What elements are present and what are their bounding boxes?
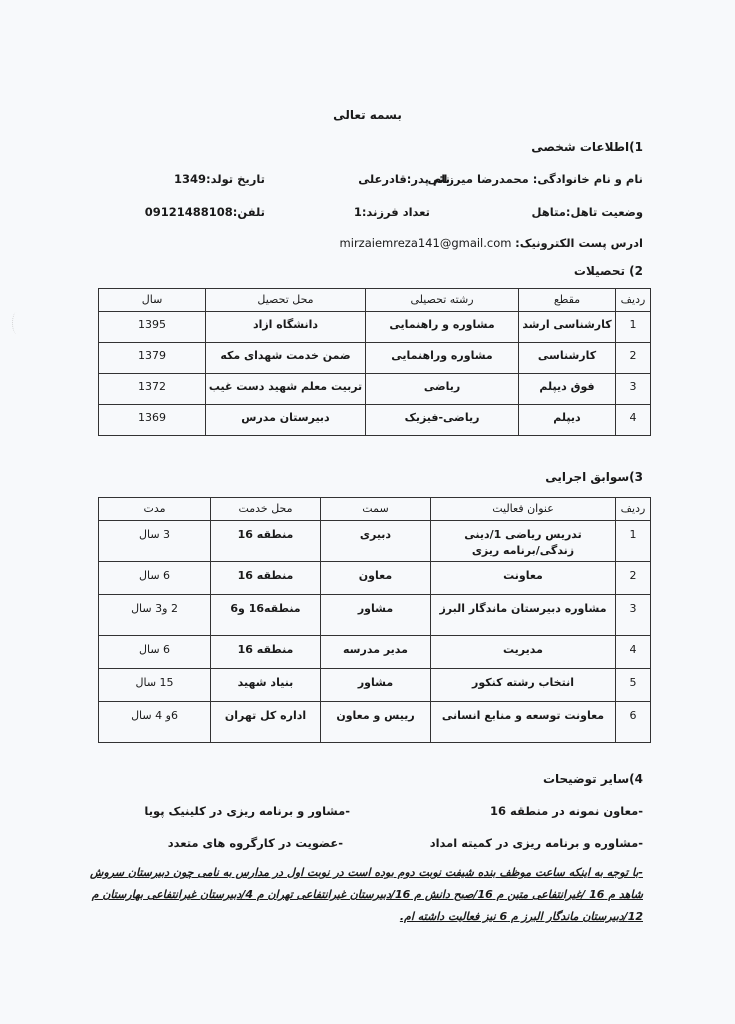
cell-row-number: 4 [616, 636, 651, 669]
cell-activity: مشاوره دبیرستان ماندگار البرز [431, 595, 616, 636]
cell-field: ریاضی [366, 374, 519, 405]
cell-location: منطقه 16 [211, 562, 321, 595]
cell-row-number: 1 [616, 312, 651, 343]
table-row [99, 312, 651, 343]
cell-degree: کارشناسی ارشد [519, 312, 616, 343]
cell-location: بنیاد شهید [211, 669, 321, 702]
col-header-duration: مدت [99, 498, 211, 521]
children-count: تعداد فرزند:1 [353, 205, 430, 219]
col-header-institution: محل تحصیل [206, 289, 366, 312]
table-row [99, 595, 651, 636]
email-label: ادرس پست الکترونیک: [515, 236, 643, 250]
phone: تلفن:09121488108 [144, 205, 265, 219]
cell-position: رییس و معاون [321, 702, 431, 743]
cell-degree: دیپلم [519, 405, 616, 436]
cell-position: مدیر مدرسه [321, 636, 431, 669]
table-header-row [99, 498, 651, 521]
education-table [98, 288, 651, 436]
cell-activity: معاونت [431, 562, 616, 595]
col-header-position: سمت [321, 498, 431, 521]
cell-duration: 6 سال [99, 562, 211, 595]
other-item: -مشاوره و برنامه ریزی در کمیته امداد [429, 836, 643, 850]
col-header-degree: مقطع [519, 289, 616, 312]
cell-position: مشاور [321, 669, 431, 702]
cell-row-number: 1 [616, 521, 651, 562]
other-item: -معاون نمونه در منطقه 16 [489, 804, 643, 818]
cell-position: دبیری [321, 521, 431, 562]
cell-position: معاون [321, 562, 431, 595]
table-row [99, 636, 651, 669]
cell-field: ریاضی-فیزیک [366, 405, 519, 436]
experience-table [98, 497, 651, 743]
cell-activity: معاونت توسعه و منابع انسانی [431, 702, 616, 743]
full-name: نام و نام خانوادگی: محمدرضا میرزائی [427, 172, 643, 186]
table-header-row [99, 289, 651, 312]
table-row [99, 562, 651, 595]
section-education-title: 2) تحصیلات [573, 264, 643, 278]
table-row [99, 374, 651, 405]
col-header-location: محل خدمت [211, 498, 321, 521]
cell-duration: 6 سال [99, 636, 211, 669]
cell-duration: 3 سال [99, 521, 211, 562]
cell-activity: تدریس ریاضی 1/دینی زندگی/برنامه ریزی [431, 521, 616, 562]
cell-location: منطقه 16 [211, 521, 321, 562]
cell-institution: ضمن خدمت شهدای مکه [206, 343, 366, 374]
cell-row-number: 3 [616, 374, 651, 405]
cell-location: منطقه 16 [211, 636, 321, 669]
email-row [340, 236, 643, 250]
table-row [99, 405, 651, 436]
other-item: -عضویت در کارگروه های متعدد [167, 836, 343, 850]
table-row [99, 702, 651, 743]
cell-duration: 6و 4 سال [99, 702, 211, 743]
scan-artifact [12, 312, 21, 334]
col-header-row-number: ردیف [616, 289, 651, 312]
cell-year: 1372 [99, 374, 206, 405]
col-header-row-number: ردیف [616, 498, 651, 521]
table-row [99, 669, 651, 702]
cell-year: 1369 [99, 405, 206, 436]
section-other-title: 4)سایر توضیحات [542, 772, 643, 786]
cell-row-number: 4 [616, 405, 651, 436]
cell-institution: تربیت معلم شهید دست غیب [206, 374, 366, 405]
cell-field: مشاوره و راهنمایی [366, 312, 519, 343]
cell-row-number: 3 [616, 595, 651, 636]
cell-field: مشاوره وراهنمایی [366, 343, 519, 374]
cell-row-number: 5 [616, 669, 651, 702]
cell-location: اداره کل تهران [211, 702, 321, 743]
page-title: بسمه تعالی [333, 108, 402, 122]
section-personal-title: 1)اطلاعات شخصی [531, 140, 643, 154]
cell-row-number: 6 [616, 702, 651, 743]
email-value[interactable]: mirzaiemreza141@gmail.com [339, 236, 512, 250]
cell-year: 1379 [99, 343, 206, 374]
cell-institution: دبیرستان مدرس [206, 405, 366, 436]
marital-status: وضعیت تاهل:متاهل [531, 205, 643, 219]
col-header-year: سال [99, 289, 206, 312]
cell-activity: مدیریت [431, 636, 616, 669]
cell-institution: دانشگاه ازاد [206, 312, 366, 343]
section-experience-title: 3)سوابق اجرایی [545, 470, 643, 484]
col-header-field: رشته تحصیلی [366, 289, 519, 312]
cell-degree: فوق دیپلم [519, 374, 616, 405]
cell-duration: 15 سال [99, 669, 211, 702]
father-name: نام پدر:قادرعلی [358, 172, 450, 186]
birth-date: تاریخ تولد:1349 [174, 172, 265, 186]
cell-duration: 2 و3 سال [99, 595, 211, 636]
cell-row-number: 2 [616, 343, 651, 374]
note-paragraph: -با توجه به اینکه ساعت موظف بنده شیفت نوبت دوم بوده است در نوبت اول در مدارس به نامی چون دبیرستان سروش شاهد م 16 /غیرانتفاعی متین م 16/صبح دانش م 16/دبیرستان غیرانتفاعی تهران م 4/دبیرستان غیرانتفاعی بهارستان م 12/دبیرستان ماندگار البرز م 6 نیز فعالیت داشته ام. [90, 866, 643, 923]
cell-degree: کارشناسی [519, 343, 616, 374]
cell-location: منطقه16 و6 [211, 595, 321, 636]
table-row [99, 343, 651, 374]
other-item: -مشاور و برنامه ریزی در کلینیک پویا [144, 804, 350, 818]
cell-activity: انتخاب رشته کنکور [431, 669, 616, 702]
col-header-activity: عنوان فعالیت [431, 498, 616, 521]
cell-year: 1395 [99, 312, 206, 343]
cell-position: مشاور [321, 595, 431, 636]
table-row [99, 521, 651, 562]
cell-row-number: 2 [616, 562, 651, 595]
